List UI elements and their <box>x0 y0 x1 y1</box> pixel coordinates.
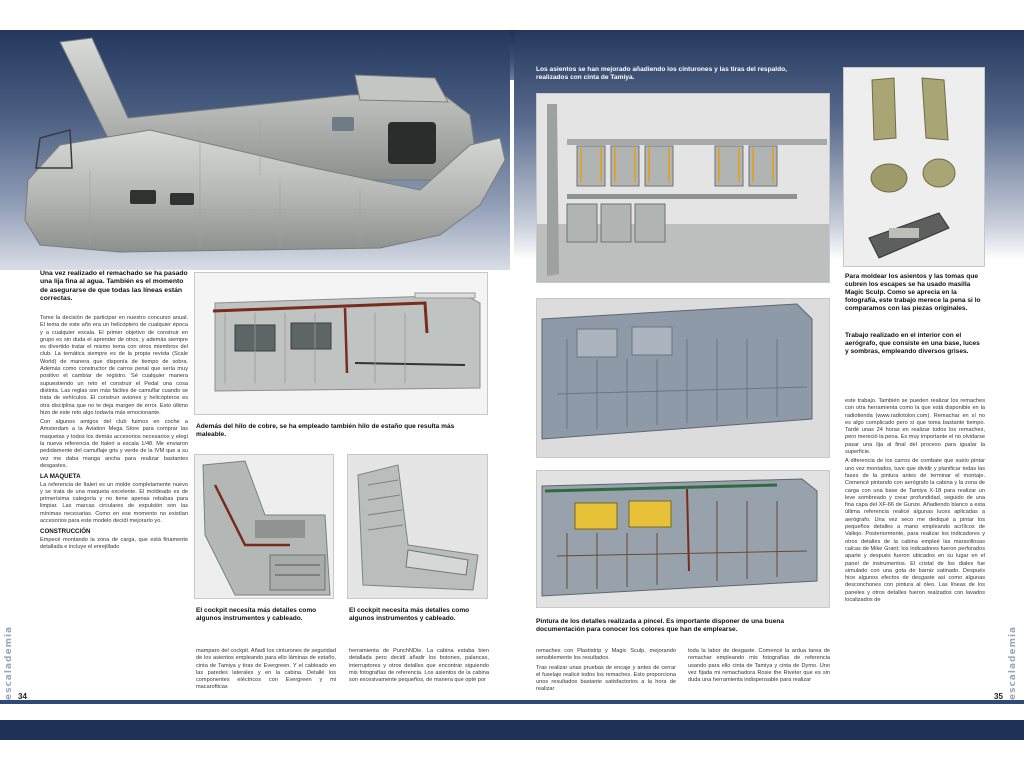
right-page <box>514 30 1024 720</box>
bottom-bar <box>0 720 1024 740</box>
subhead-construccion: CONSTRUCCIÓN <box>40 528 91 536</box>
cockpit-left-photo <box>194 454 334 599</box>
cockpit-left-caption: El cockpit necesita más detalles como algunos instrumentos y cableado. <box>196 607 317 622</box>
parts-caption: Para moldear los asientos y las tomas que cubren los escapes se ha usado masilla Magic Sculp. Como se aprecia en la fotografía, este trabajo merece la pena si lo comparamos con las piezas originales. <box>845 273 981 312</box>
parts-photo <box>843 67 985 267</box>
cockpit-right-photo <box>347 454 488 599</box>
right-body-col1-p2: Tras realizar unas pruebas de encaje y antes de cerrar el fuselaje realicé todos los remaches. Esto proporciona unos resultados bastante satisfactorios a la hora de realizar <box>536 664 676 693</box>
painted-details-photo <box>536 470 830 608</box>
left-body-p1: Tome la decisión de participar en nuestro concurso anual. El tema de este año era un helicóptero de cualquier época y a cualquier escala. El primer objetivo de construir en grupo es sin duda el aprender de otros, y además siempre es divertido tratar el mismo tema con otros miembros del club. La temática siempre es de la propia revista (Scale World) de manera que disponía de tiempo de sobra. Además como constructor de carros penal que sería muy positivo el cambiar de registro. Sé cualquier manera supuestiendo un reto el construir el Pedal una cosa distinta. Las reglas son más fáciles de camuflar cuando se trata de vehículos. El construir aviones y helicópteros es otra disciplina que no te deja margen de error. Esto último hizo de este reto algo todavía más emocionante. <box>40 315 188 416</box>
side-logo-left: escalademia <box>4 625 14 700</box>
left-body-p3: La referencia de Italeri es un molde completamente nuevo y se trata de una maqueta excelente. El moldeado es de primerísima categoría y no tiene apenas rebabas para limpiar. Las marcas circulares de expulsión son las mínimas necesarias. Como en ese momento no existían accesorios para este modelo decidí mejorarlo yo. <box>40 481 188 525</box>
bottom-rule <box>0 700 1024 704</box>
left-body-col2-text: mamparo del cockpit. Añadí los cinturones de seguridad de los asientos empleando para ello láminas de estaño, cinta de Tamiya y tiras de Evergreen. Y el cableado en las paredes laterales y en la cabina. Detallé los componentes eléctricos con Evergreen y mi macarofticas <box>196 648 336 691</box>
page-number-left: 34 <box>18 692 27 701</box>
left-page <box>0 30 510 720</box>
left-body-p4: Empecé montando la zona de carga, que está finamente detallada e incluye el enrejillado <box>40 536 188 550</box>
cockpit-right-caption: El cockpit necesita más detalles como algunos instrumentos y cableado. <box>349 607 470 622</box>
right-body-column-2 <box>688 648 830 704</box>
left-body-column-2 <box>196 648 336 704</box>
subhead-maqueta: LA MAQUETA <box>40 473 81 481</box>
left-body-p2: Con algunos amigos del club fuimos en coche a Amsterdam a la Aviation Mega Store para comprar las maquetas y todos los demás accesorios necesarios y elegí la nueva referencia de Italeri a escala 1/48. Me enviaron pedidamente del camuflaje gris y verde de la IVM que a su vez me daba manga ancha para realizar bastantes desgastes. <box>40 419 188 469</box>
right-body-col3-p1: este trabajo. También se pueden realizar los remaches con otra herramienta como la que está disponible en la radiotienda (www.radiotolon.com). Remachar en sí no es algo complicado pero sí que toma bastante tiempo. Tardé unas 24 horas en realizar todos los remaches, pero mereció la pena. Es muy importante el no olvidarse pasar una lija al final del proceso para igualar la superficie. <box>845 398 985 456</box>
hero-caption: Una vez realizado el remachado se ha pasado una lija fina al agua. También es el momento de asegurarse de que todas las líneas están correctas. <box>40 270 188 303</box>
right-body-col3-p2: A diferencia de los carros de combate que suelo pintar uno vez montados, tuve que dividir y planificar todas las fases de la pintura antes de terminar el montaje. Comencé pintando con aerógrafo la cabina y la zona de carga con una base de Tamiya X-18 para realizar un leve sombreado y crear profundidad, seguido de una fina capa del XF-66 de Gunze. Añadiendo blanco a esta última referencia realicé algunas luces aplicadas a aerógrafo. Una vez seco me dediqué a pintar los pequeños detalles a mano empleando acrílicos de Vallejo. Posteriormente, para realizar los indicadores y otros detalles de la cabina empleé las maravillosas calcas de Mike Grant; los indicadores fueron perforados aparte y después fueron ubicados en su lugar en el panel de instrumentos. El cristal de los diales fue simulado con una gota de barniz satinado. Después hice algunos efectos de desgaste así como algunas desconchones con pintura al óleo. Las líneas de los paneles y otros detalles fueron realzados con lavados localizados de <box>845 458 985 604</box>
left-body-column-1 <box>40 315 188 703</box>
seats-photo <box>536 93 830 283</box>
left-body-column-3 <box>349 648 489 704</box>
left-body-col3-text: herramienta de PunchNDie. La cabina estaba bien detallada pero decidí añadir los botones, palancas, interruptores y otros detalles que encontrar siguiendo mis fotografías de referencia. Los asientos de la cabina son excesivamente pequeños, de manera que opté por <box>349 648 489 684</box>
cockpit-wall-caption: Además del hilo de cobre, se ha empleado también hilo de estaño que resulta más maleable. <box>196 423 455 438</box>
right-body-column-3 <box>845 398 985 704</box>
right-body-col2-text: toda la labor de desgaste. Comencé la ardua tarea de remachar empleando mis fotografías de referencia usando para ello cinta de Tamiya y cinta de Dymo. Uno vez fijada mi remachadora Rosie the Riveter que es sin duda una herramienta indispensable para realizar <box>688 648 830 684</box>
seats-caption: Los asientos se han mejorado añadiendo los cinturones y las tiras del respaldo, realizados con cinta de Tamiya. <box>536 66 788 81</box>
right-body-column-1 <box>536 648 676 704</box>
right-body-col1-p1: remaches con Plastistrip y Magic Sculp, mejorando sensiblemente los resultados. <box>536 648 676 662</box>
cockpit-wall-photo <box>194 272 488 415</box>
paint-caption: Pintura de los detalles realizada a pincel. Es importante disponer de una buena documentación para conocer los colores que han de emplearse. <box>536 618 785 633</box>
page-number-right: 35 <box>994 692 1003 701</box>
helicopter-fuselages-photo <box>0 30 510 270</box>
interior-caption: Trabajo realizado en el interior con el aerógrafo, que consiste en una base, luces y sombras, empleando diversos grises. <box>845 332 980 355</box>
side-logo-right: escalademia <box>1008 625 1018 700</box>
interior-airbrush-photo <box>536 298 830 458</box>
